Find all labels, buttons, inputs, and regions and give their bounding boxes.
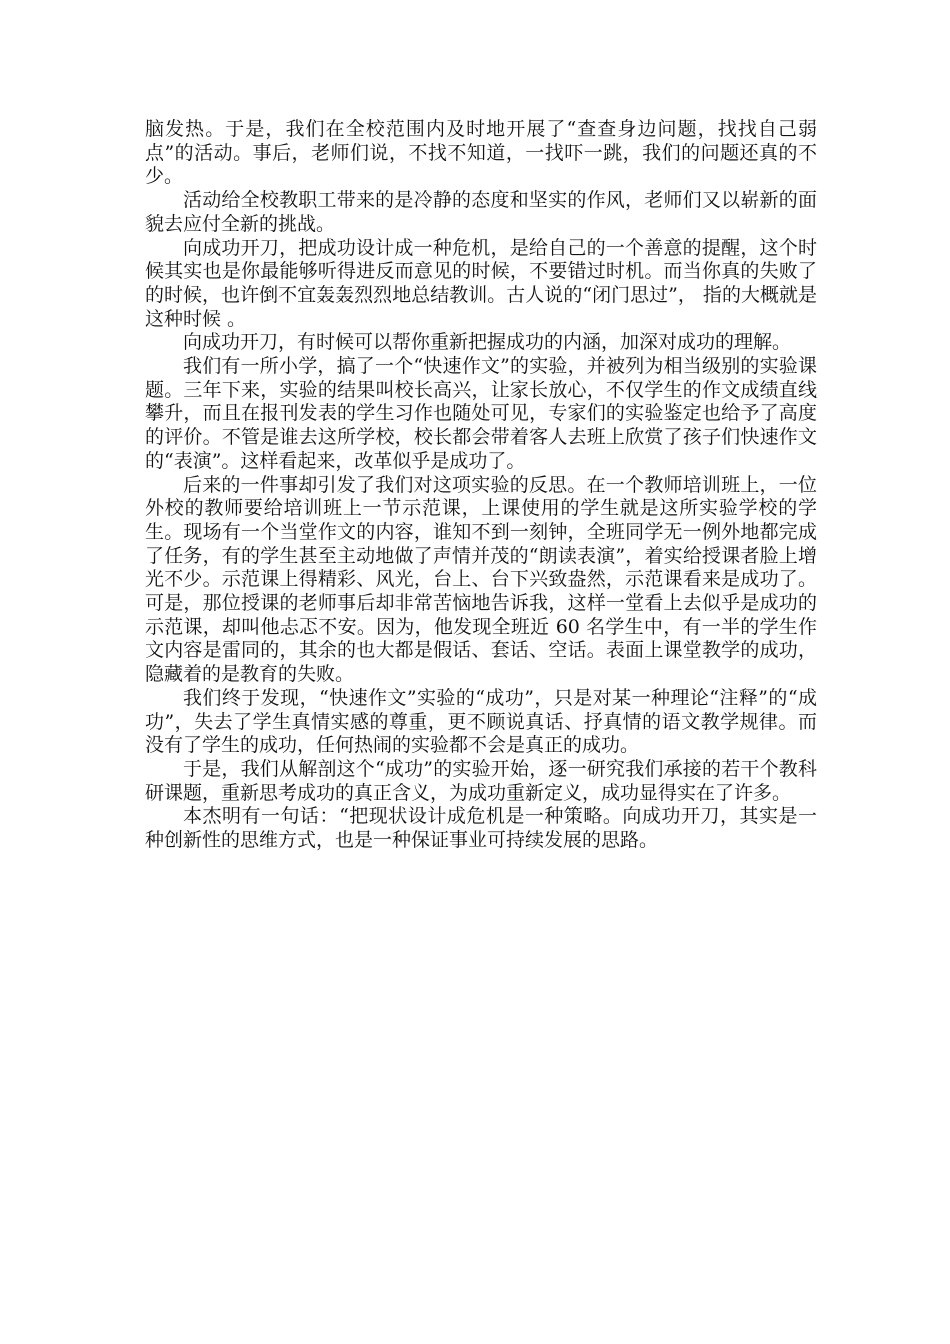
paragraph-2: 活动给全校教职工带来的是冷静的态度和坚实的作风，老师们又以崭新的面貌去应付全新的挑战。 bbox=[145, 189, 817, 235]
paragraph-8: 于是，我们从解剖这个“成功”的实验开始，逐一研究我们承接的若干个教科研课题，重新思考成功的真正含义，为成功重新定义，成功显得实在了许多。 bbox=[145, 757, 817, 804]
paragraph-7: 我们终于发现，“快速作文”实验的“成功”，只是对某一种理论“注释”的“成功”，失去了学生真情实感的尊重，更不顾说真话、抒真情的语文教学规律。而没有了学生的成功，任何热闹的实验都不会是真正的成功。 bbox=[145, 686, 817, 757]
paragraph-9: 本杰明有一句话：“把现状设计成危机是一种策略。向成功开刀，其实是一种创新性的思维方式，也是一种保证事业可持续发展的思路。 bbox=[145, 805, 817, 852]
paragraph-4: 向成功开刀，有时候可以帮你重新把握成功的内涵，加深对成功的理解。 bbox=[183, 331, 792, 354]
paragraph-5: 我们有一所小学，搞了一个“快速作文”的实验，并被列为相当级别的实验课题。三年下来，实验的结果叫校长高兴，让家长放心，不仅学生的作文成绩直线攀升，而且在报刊发表的学生习作也随处可见，专家们的实验鉴定也给予了高度的评价。不管是谁去这所学校，校长都会带着客人去班上欣赏了孩子们快速作文的“表演”。这样看起来，改革似乎是成功了。 bbox=[145, 355, 817, 472]
paragraph-1: 脑发热。于是，我们在全校范围内及时地开展了“查查身边问题，找找自己弱点”的活动。事后，老师们说，不找不知道，一找吓一跳，我们的问题还真的不少。 bbox=[145, 118, 817, 188]
document-body bbox=[145, 118, 817, 853]
paragraph-6: 后来的一件事却引发了我们对这项实验的反思。在一个教师培训班上，一位外校的教师要给培训班上一节示范课，上课使用的学生就是这所实验学校的学生。现场有一个当堂作文的内容，谁知不到一刻钟，全班同学无一例外地都完成了任务，有的学生甚至主动地做了声情并茂的“朗读表演”，着实给授课者脸上增光不少。示范课上得精彩、风光，台上、台下兴致盎然，示范课看来是成功了。可是，那位授课的老师事后却非常苦恼地告诉我，这样一堂看上去似乎是成功的示范课，却叫他忐忑不安。因为，他发现全班近 60 名学生中，有一半的学生作文内容是雷同的，其余的也大都是假话、套话、空话。表面上课堂教学的成功，隐藏着的是教育的失败。 bbox=[145, 473, 817, 686]
paragraph-3: 向成功开刀，把成功设计成一种危机，是给自己的一个善意的提醒，这个时候其实也是你最能够听得进反而意见的时候，不要错过时机。而当你真的失败了的时候，也许倒不宜轰轰烈烈地总结教训。古人说的“闭门思过”， 指的大概就是这种时候 。 bbox=[145, 236, 817, 330]
